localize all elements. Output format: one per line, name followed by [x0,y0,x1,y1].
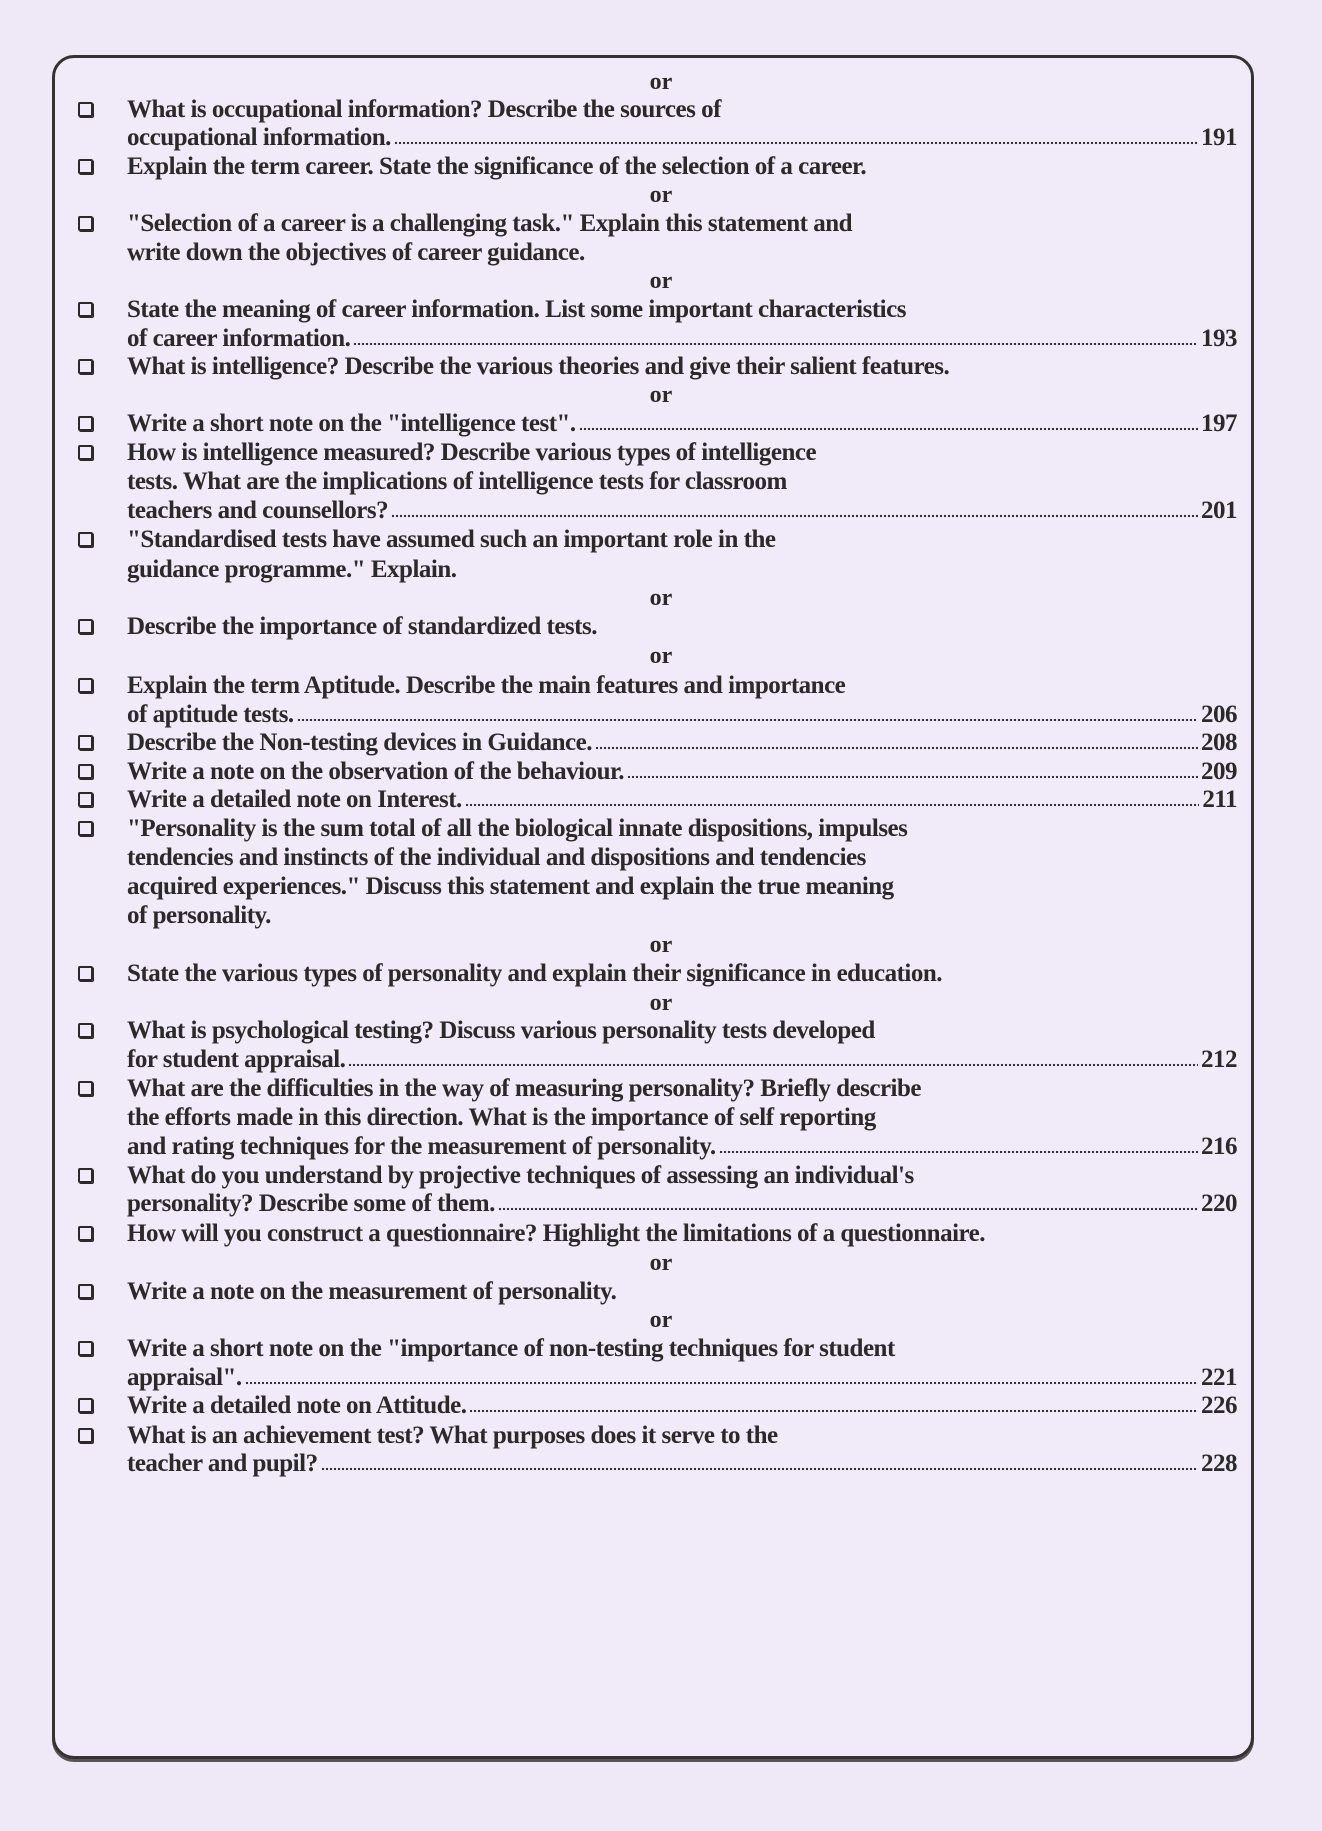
question-text: tests. What are the implications of intelligence tests for classroom [127,468,787,495]
page-number: 220 [1201,1190,1237,1217]
question-text: Explain the term career. State the significance of the selection of a career. [127,153,867,180]
checkbox-icon[interactable] [78,359,93,374]
question-line [127,296,1237,324]
page-number: 212 [1201,1046,1237,1073]
question-text: and rating techniques for the measurement of personality. [127,1133,716,1160]
question-text: guidance programme." Explain. [127,556,457,583]
question-line [127,1075,1237,1103]
question-text: "Selection of a career is a challenging task." Explain this statement and [127,210,853,237]
question-line [127,786,1237,814]
checkbox-icon[interactable] [78,445,93,460]
question-line [127,1450,1237,1478]
question-text: write down the objectives of career guidance. [127,239,585,266]
checkbox-icon[interactable] [78,216,93,231]
question-text: Write a note on the observation of the behaviour. [127,758,625,785]
question-line [127,701,1237,729]
or-separator: or [649,268,673,294]
dot-leader [498,1207,1198,1211]
checkbox-icon[interactable] [78,821,93,836]
question-text: State the various types of personality and explain their significance in education. [127,960,943,987]
or-separator: or [649,1307,673,1333]
question-text: What is occupational information? Describe the sources of [127,96,721,123]
question-text: Describe the Non-testing devices in Guidance. [127,729,592,756]
dot-leader [245,1381,1198,1385]
question-text: tendencies and instincts of the individual and dispositions and tendencies [127,844,866,871]
question-line [127,1392,1237,1420]
dot-leader [595,746,1198,750]
dot-leader [321,1467,1198,1471]
question-text: for student appraisal. [127,1046,346,1073]
checkbox-icon[interactable] [78,1226,93,1241]
question-line [127,1220,1237,1248]
question-line [127,758,1237,786]
question-line [127,468,1237,496]
checkbox-icon[interactable] [78,966,93,981]
question-line [127,124,1237,152]
question-line [127,960,1237,988]
question-text: occupational information. [127,124,391,151]
question-line [127,526,1237,554]
question-text: How will you construct a questionnaire? Highlight the limitations of a questionnaire. [127,1220,986,1247]
or-separator: or [649,182,673,208]
question-line [127,497,1237,525]
dot-leader [465,803,1200,807]
checkbox-icon[interactable] [78,619,93,634]
question-line [127,873,1237,901]
question-text: Write a short note on the "importance of non-testing techniques for student [127,1335,895,1362]
question-text: What is intelligence? Describe the various theories and give their salient features. [127,353,950,380]
question-text: How is intelligence measured? Describe various types of intelligence [127,439,817,466]
question-line [127,556,1237,584]
page-number: 226 [1201,1392,1237,1419]
question-line [127,672,1237,700]
question-line [127,210,1237,238]
question-line [127,439,1237,467]
page-number: 221 [1201,1364,1237,1391]
page-number: 208 [1201,729,1237,756]
or-separator: or [649,585,673,611]
checkbox-icon[interactable] [78,302,93,317]
question-text: "Personality is the sum total of all the biological innate dispositions, impulses [127,815,908,842]
checkbox-icon[interactable] [78,1428,93,1443]
checkbox-icon[interactable] [78,159,93,174]
question-line [127,902,1237,930]
checkbox-icon[interactable] [78,532,93,547]
page-number: 211 [1202,786,1237,813]
page-number: 228 [1201,1450,1237,1477]
question-text: What are the difficulties in the way of measuring personality? Briefly describe [127,1075,921,1102]
dot-leader [348,1063,1198,1067]
question-text: Write a note on the measurement of personality. [127,1278,617,1305]
page-number: 197 [1201,410,1237,437]
checkbox-icon[interactable] [78,1284,93,1299]
question-text: appraisal". [127,1364,242,1391]
checkbox-icon[interactable] [78,735,93,750]
dot-leader [579,427,1198,431]
question-text: Describe the importance of standardized tests. [127,613,597,640]
question-text: personality? Describe some of them. [127,1190,495,1217]
checkbox-icon[interactable] [78,1341,93,1356]
checkbox-icon[interactable] [78,1168,93,1183]
question-line [127,353,1237,381]
question-line [127,410,1237,438]
checkbox-icon[interactable] [78,1398,93,1413]
question-text: Write a detailed note on Interest. [127,786,462,813]
question-line [127,729,1237,757]
question-text: of aptitude tests. [127,701,294,728]
page-number: 216 [1201,1133,1237,1160]
or-separator: or [649,932,673,958]
question-text: teachers and counsellors? [127,497,389,524]
question-line [127,153,1237,181]
question-line [127,1046,1237,1074]
question-line [127,1364,1237,1392]
question-line [127,1335,1237,1363]
page-number: 209 [1201,758,1237,785]
dot-leader [353,342,1198,346]
question-line [127,1190,1237,1218]
dot-leader [627,775,1198,779]
question-line [127,1017,1237,1045]
question-line [127,1133,1237,1161]
page-number: 201 [1201,497,1237,524]
question-text: teacher and pupil? [127,1450,318,1477]
or-separator: or [649,1250,673,1276]
question-text: "Standardised tests have assumed such an important role in the [127,526,776,553]
dot-leader [469,1409,1198,1413]
question-text: the efforts made in this direction. What is the importance of self reporting [127,1104,876,1131]
question-text: Write a detailed note on Attitude. [127,1392,467,1419]
checkbox-icon[interactable] [78,1081,93,1096]
question-line [127,1278,1237,1306]
or-separator: or [649,69,673,95]
question-line [127,96,1237,124]
question-line [127,1104,1237,1132]
or-separator: or [649,382,673,408]
question-text: What is psychological testing? Discuss various personality tests developed [127,1017,875,1044]
question-text: Explain the term Aptitude. Describe the main features and importance [127,672,846,699]
checkbox-icon[interactable] [78,416,93,431]
page-number: 193 [1201,325,1237,352]
dot-leader [394,141,1198,145]
or-separator: or [649,990,673,1016]
question-text: of career information. [127,325,351,352]
checkbox-icon[interactable] [78,1023,93,1038]
question-line [127,325,1237,353]
page-number: 206 [1201,701,1237,728]
dot-leader [391,514,1198,518]
question-line [127,815,1237,843]
page-number: 191 [1201,124,1237,151]
question-line [127,1422,1237,1450]
dot-leader [297,718,1198,722]
question-text: What do you understand by projective techniques of assessing an individual's [127,1162,914,1189]
checkbox-icon[interactable] [78,792,93,807]
or-separator: or [649,643,673,669]
question-text: acquired experiences." Discuss this statement and explain the true meaning [127,873,894,900]
question-text: State the meaning of career information. List some important characteristics [127,296,906,323]
dot-leader [719,1150,1198,1154]
question-line [127,239,1237,267]
checkbox-icon[interactable] [78,764,93,779]
checkbox-icon[interactable] [78,678,93,693]
question-text: of personality. [127,902,271,929]
question-line [127,1162,1237,1190]
question-text: Write a short note on the "intelligence test". [127,410,576,437]
checkbox-icon[interactable] [78,102,93,117]
question-line [127,844,1237,872]
question-text: What is an achievement test? What purposes does it serve to the [127,1422,778,1449]
question-line [127,613,1237,641]
